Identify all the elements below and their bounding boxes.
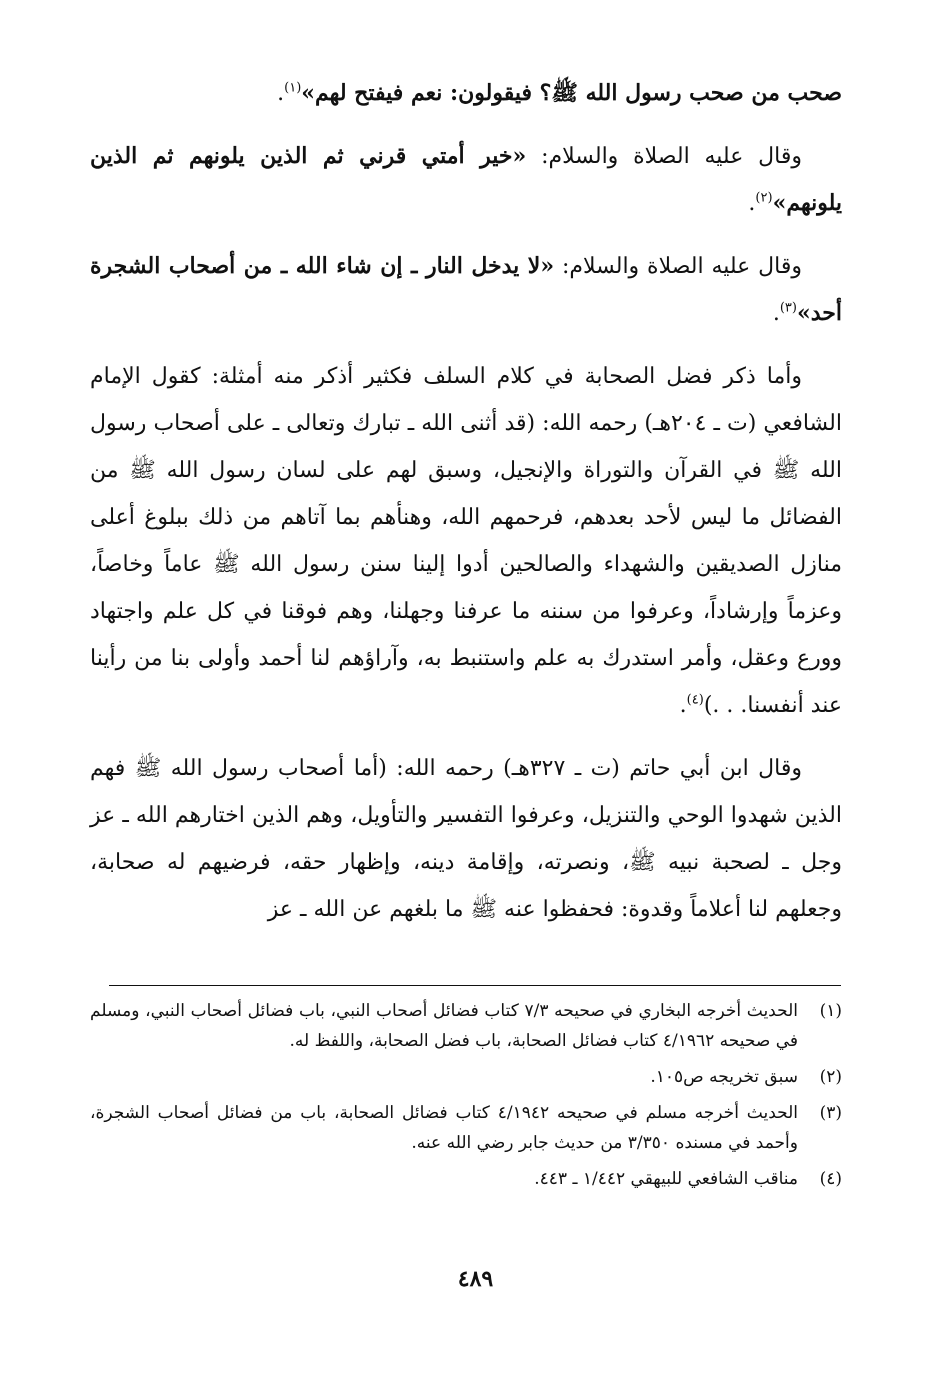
footnote-text: سبق تخريجه ص١٠٥. <box>650 1067 798 1087</box>
page-number: ٤٨٩ <box>457 1266 494 1292</box>
footnote-number: (١) <box>819 1001 842 1021</box>
footnote-text: مناقب الشافعي للبيهقي ١/٤٤٢ ـ ٤٤٣. <box>534 1169 798 1189</box>
footnote-number: (٢) <box>819 1067 842 1087</box>
paragraph-3 <box>90 243 842 337</box>
footnote-ref: (٢) <box>755 190 773 206</box>
paragraph-text: وأما ذكر فضل الصحابة في كلام السلف فكثير أذكر منه أمثلة: كقول الإمام الشافعي (ت ـ ٢٠٤هـ) رحمه الله: (قد أثنى الله ـ تبارك وتعالى ـ على أصحاب رسول الله ﷺ في القرآن والتوراة والإنجيل، وسبق لهم على لسان رسول الله ﷺ من الفضائل ما ليس لأحد بعدهم، فرحمهم الله، وهنأهم بما آتاهم من ذلك ببلوغ أعلى منازل الصديقين والشهداء والصالحين أدوا إلينا سنن رسول الله ﷺ عاماً وخاصاً، وعزماً وإرشاداً، وعرفوا من سننه ما عرفنا وجهلنا، وهم فوقنا في كل علم واجتهاد وورع وعقل، وأمر استدرك به علم واستنبط به، وآراؤهم لنا أحمد وأولى بنا من رأينا عند أنفسنا. . .) <box>90 364 842 718</box>
punctuation: . <box>772 301 780 326</box>
punctuation: . <box>679 693 687 718</box>
paragraph-4 <box>90 353 842 729</box>
footnote-item <box>90 996 842 1056</box>
paragraph-1 <box>90 70 842 117</box>
paragraph-text: وقال ابن أبي حاتم (ت ـ ٣٢٧هـ) رحمه الله: (أما أصحاب رسول الله ﷺ فهم الذين شهدوا الوحي والتنزيل، وعرفوا التفسير والتأويل، وهم الذين اختارهم الله ـ عز وجل ـ لصحبة نبيه ﷺ، ونصرته، وإقامة دينه، وإظهار حقه، فرضيهم له صحابة، وجعلهم لنا أعلاماً وقدوة: فحفظوا عنه ﷺ ما بلغهم عن الله ـ عز <box>90 756 842 922</box>
footnote-text: الحديث أخرجه البخاري في صحيحه ٧/٣ كتاب فضائل أصحاب النبي، باب فضائل أصحاب النبي، ومسلم في صحيحه ٤/١٩٦٢ كتاب فضائل الصحابة، باب فضل الصحابة، واللفظ له. <box>90 1001 798 1051</box>
hadith-text: صحب من صحب رسول الله ﷺ؟ فيقولون: نعم فيفتح لهم» <box>301 80 842 106</box>
hadith-text: «خير أمتي قرني ثم الذين يلونهم ثم الذين يلونهم» <box>90 143 842 216</box>
footnote-item <box>90 1062 842 1092</box>
footnote-ref: (٣) <box>779 300 797 316</box>
paragraph-5 <box>90 745 842 933</box>
paragraph-2 <box>90 133 842 227</box>
punctuation: . <box>748 191 756 216</box>
main-text <box>90 70 842 949</box>
footnote-text: الحديث أخرجه مسلم في صحيحه ٤/١٩٤٢ كتاب فضائل الصحابة، باب من فضائل أصحاب الشجرة، وأحمد في مسنده ٣/٣٥٠ من حديث جابر رضي الله عنه. <box>90 1103 798 1153</box>
footnote-separator <box>109 985 841 986</box>
footnote-number: (٤) <box>819 1169 842 1189</box>
footnote-item <box>90 1098 842 1158</box>
footnote-item <box>90 1164 842 1194</box>
footnote-number: (٣) <box>819 1103 842 1123</box>
punctuation: . <box>277 81 285 106</box>
footnote-ref: (٤) <box>686 692 704 708</box>
footnotes <box>90 996 842 1200</box>
hadith-text: «لا يدخل النار ـ إن شاء الله ـ من أصحاب الشجرة أحد» <box>90 253 842 326</box>
paragraph-text: وقال عليه الصلاة والسلام: <box>526 144 803 169</box>
paragraph-text: وقال عليه الصلاة والسلام: <box>554 254 802 279</box>
footnote-ref: (١) <box>284 80 302 96</box>
